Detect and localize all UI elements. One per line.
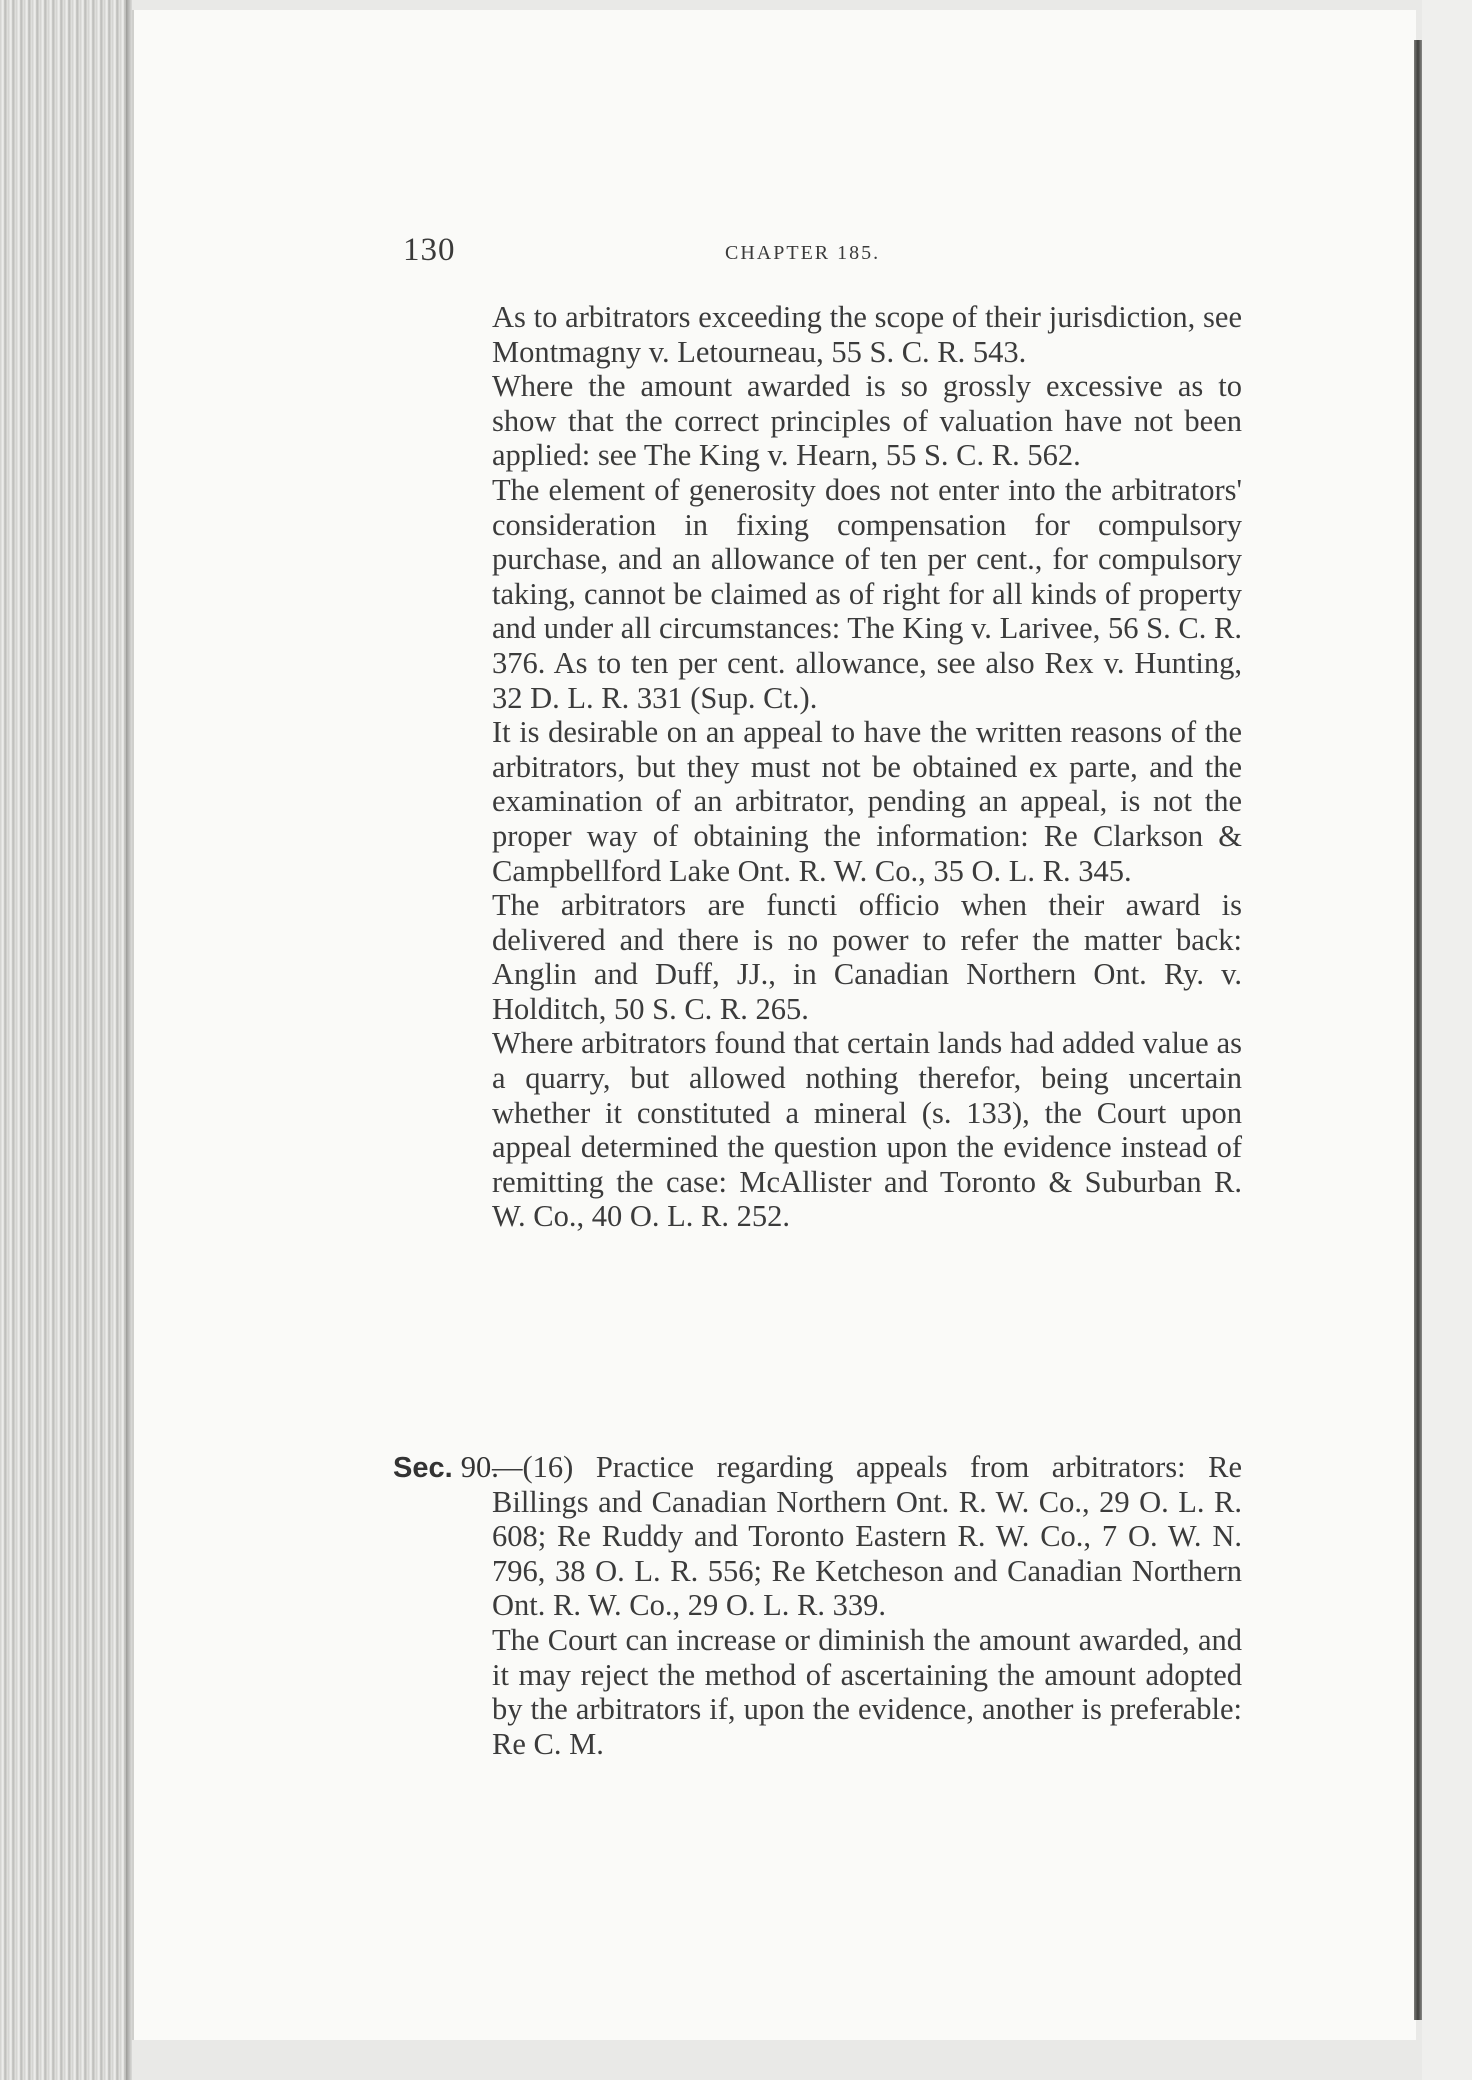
section-notes [492,1450,1242,1761]
book-gutter-shadow [1414,40,1422,2020]
running-head [403,232,1263,272]
section-first-paragraph: —(16) Practice regarding appeals from arbitrators: Re Billings and Canadian Northern Ont. R. W. Co., 29 O. L. R. 608; Re Ruddy and Toronto Eastern R. W. Co., 7 O. W. N. 796, 38 O. L. R. 556; Re Ketcheson and Canadian Northern Ont. R. W. Co., 29 O. L. R. 339. [492,1450,1242,1623]
section-second-paragraph: The Court can increase or diminish the amount awarded, and it may reject the method of ascertaining the amount adopted by the arbitrators if, upon the evidence, another is preferable: Re C. M. [492,1622,1242,1761]
scan-background [1422,0,1472,2080]
note-paragraph: It is desirable on an appeal to have the written reasons of the arbitrators, but they must not be obtained ex parte, and the examination of an arbitrator, pending an appeal, is not the proper way of obtaining the information: Re Clarkson & Campbellford Lake Ont. R. W. Co., 35 O. L. R. 345. [492,715,1242,888]
book-page-edges [0,0,130,2080]
section-label: Sec. [393,1452,453,1484]
section-reference [393,1450,499,1485]
note-paragraph: The arbitrators are functi officio when their award is delivered and there is no power to refer the matter back: Anglin and Duff, JJ., in Canadian Northern Ont. Ry. v. Holditch, 50 S. C. R. 265. [492,888,1242,1026]
note-paragraph: Where the amount awarded is so grossly excessive as to show that the correct principles of valuation have not been applied: see The King v. Hearn, 55 S. C. R. 562. [492,369,1242,473]
note-paragraph: As to arbitrators exceeding the scope of their jurisdiction, see Montmagny v. Letourneau, 55 S. C. R. 543. [492,300,1242,369]
note-paragraph: The element of generosity does not enter into the arbitrators' consideration in fixing compensation for compulsory purchase, and an allowance of ten per cent., for compulsory taking, cannot be claimed as of right for all kinds of property and under all circumstances: The King v. Larivee, 56 S. C. R. 376. As to ten per cent. allowance, see also Rex v. Hunting, 32 D. L. R. 331 (Sup. Ct.). [492,472,1242,715]
chapter-title: CHAPTER 185. [725,242,881,264]
section-number: 90. [460,1450,499,1484]
page-number: 130 [403,232,456,268]
note-paragraph: Where arbitrators found that certain lands had added value as a quarry, but allowed nothing therefor, being uncertain whether it constituted a mineral (s. 133), the Court upon appeal determined the question upon the evidence instead of remitting the case: McAllister and Toronto & Suburban R. W. Co., 40 O. L. R. 252. [492,1026,1242,1234]
annotation-notes [492,300,1242,1234]
